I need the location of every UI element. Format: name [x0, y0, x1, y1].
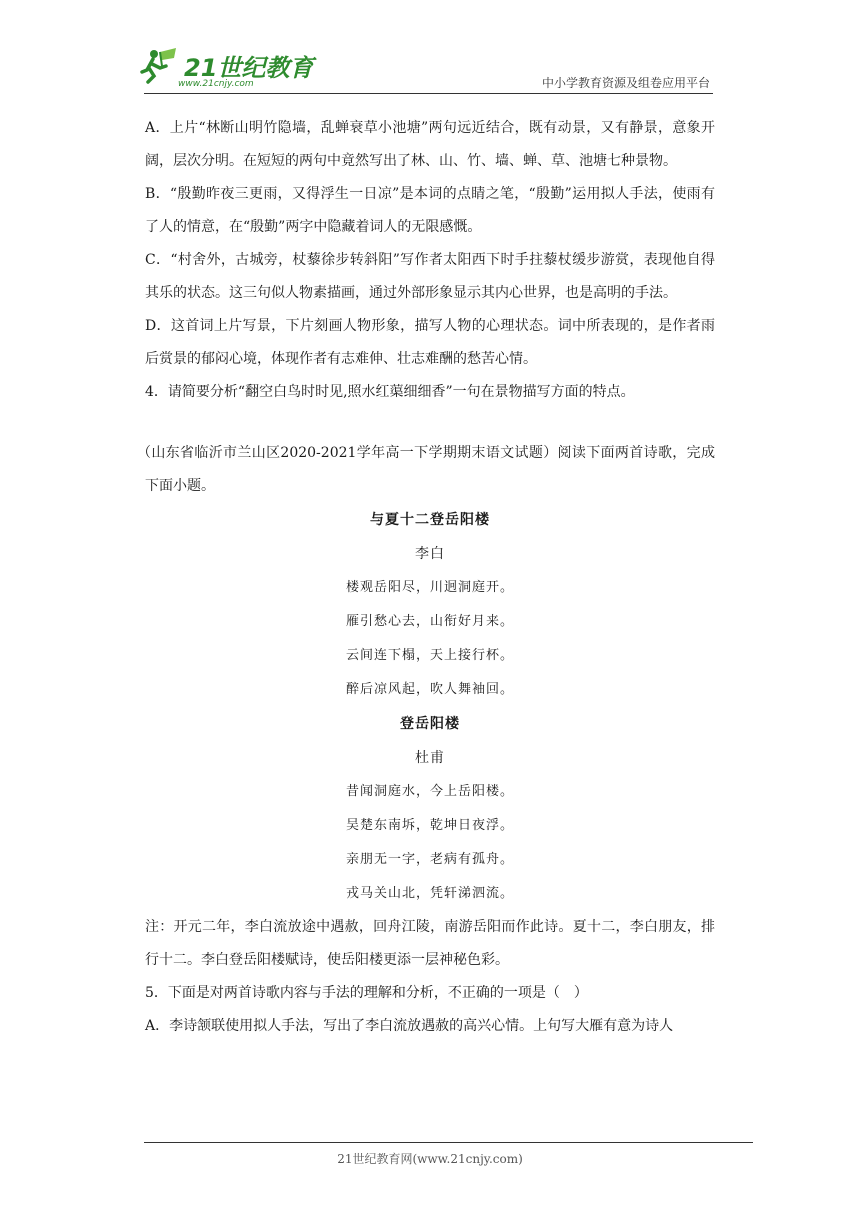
logo-url: www.21cnjy.com: [178, 79, 254, 89]
poem-line: 云间连下榻，天上接行杯。: [345, 648, 514, 663]
note: 注：开元二年，李白流放途中遇赦，回舟江陵，南游岳阳而作此诗。夏十二，李白朋友，排行十二。李白登岳阳楼赋诗，使岳阳楼更添一层神秘色彩。: [145, 919, 715, 968]
option-a: A．上片“林断山明竹隐墙，乱蝉衰草小池塘”两句远近结合，既有动景，又有静景，意象开阔，层次分明。在短短的两句中竟然写出了林、山、竹、墙、蝉、草、池塘七种景物。: [145, 120, 715, 169]
poem-1-author: 李白: [415, 546, 445, 562]
poem-line: 亲朋无一字，老病有孤舟。: [345, 852, 514, 867]
page-header: [0, 0, 860, 100]
logo: [140, 42, 340, 94]
footer-divider: [144, 1142, 753, 1143]
question-5: 5．下面是对两首诗歌内容与手法的理解和分析，不正确的一项是（ ）: [145, 985, 588, 1001]
poem-1: [145, 503, 715, 707]
poem-2-title: 登岳阳楼: [400, 716, 460, 732]
poem-2: [145, 707, 715, 911]
option-c: C．“村舍外，古城旁，杖藜徐步转斜阳”写作者太阳西下时手拄藜杖缓步游赏，表现他自得其乐的状态。这三句似人物素描画，通过外部形象显示其内心世界，也是高明的手法。: [145, 252, 715, 301]
poem-line: 楼观岳阳尽，川迥洞庭开。: [345, 580, 514, 595]
poem-line: 雁引愁心去，山衔好月来。: [345, 614, 514, 629]
logo-text: 21世纪教育: [184, 54, 314, 82]
poem-line: 昔闻洞庭水，今上岳阳楼。: [345, 784, 514, 799]
option-d: D．这首词上片写景，下片刻画人物形象，描写人物的心理状态。词中所表现的，是作者雨后赏景的郁闷心境，体现作者有志难伸、壮志难酬的愁苦心情。: [145, 318, 715, 367]
poem-1-title: 与夏十二登岳阳楼: [370, 512, 490, 528]
page-footer: 21世纪教育网(www.21cnjy.com): [337, 1152, 523, 1166]
spacer: [145, 409, 715, 437]
poem-line: 戎马关山北，凭轩涕泗流。: [345, 886, 514, 901]
option-b: B．“殷勤昨夜三更雨，又得浮生一日凉”是本词的点睛之笔，“殷勤”运用拟人手法，使雨有了人的情意，在“殷勤”两字中隐藏着词人的无限感慨。: [145, 186, 715, 235]
poem-line: 吴楚东南坼，乾坤日夜浮。: [345, 818, 514, 833]
document-body: [137, 112, 715, 1043]
question-5-option-a: A．李诗颔联使用拟人手法，写出了李白流放遇赦的高兴心情。上句写大雁有意为诗人: [145, 1018, 674, 1034]
header-tagline: 中小学教育资源及组卷应用平台: [541, 76, 710, 90]
poem-2-author: 杜甫: [415, 750, 445, 766]
question-4: 4．请简要分析“翻空白鸟时时见,照水红蕖细细香”一句在景物描写方面的特点。: [145, 384, 635, 400]
poem-line: 醉后凉风起，吹人舞袖回。: [345, 682, 514, 697]
section-intro: （山东省临沂市兰山区2020-2021学年高一下学期期末语文试题）阅读下面两首诗歌，完成下面小题。: [137, 445, 715, 494]
header-divider: [144, 93, 713, 94]
